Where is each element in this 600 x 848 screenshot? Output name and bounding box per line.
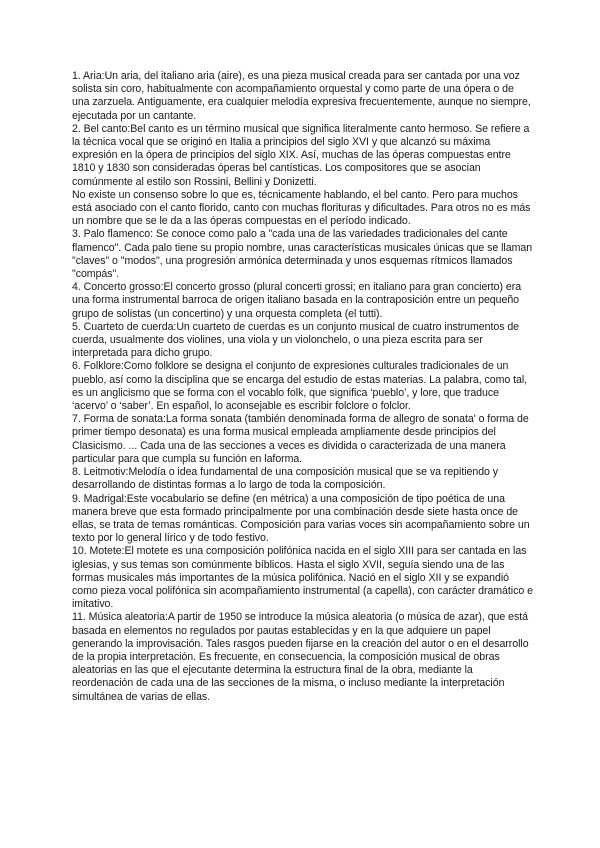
- paragraph-leitmotiv: 8. Leitmotiv:Melodía o idea fundamental de una composición musical que se va repitiendo y desarrollando de distintas formas a lo largo de toda la composición.: [72, 466, 499, 492]
- paragraph-aria: 1. Aria:Un aria, del italiano aria (aire), es una pieza musical creada para ser cantada por una voz solista sin coro, habitualmente con acompañamiento orquestal y como parte de una ópera o de una zarzuela. Antiguamente, era cualquier melodía expresiva frecuentemente, aunque no siempre, ejecutada por un cantante.: [72, 70, 531, 122]
- paragraph-bel-canto: 2. Bel canto:Bel canto es un término musical que significa literalmente canto hermoso. Se refiere a la técnica vocal que se originó en Italia a principios del siglo XVI y que alcanzó su máxima expresión en la ópera de principios del siglo XIX. Así, muchas de las óperas compuestas entre 1810 y 1830 son consideradas óperas bel cantísticas. Los compositores que se asocian comúnmente al estilo son Rossini, Bellini y Donizetti.: [72, 122, 530, 188]
- paragraph-palo-flamenco: 3. Palo flamenco: Se conoce como palo a "cada una de las variedades tradicionales del cante flamenco". Cada palo tiene su propio nombre, unas características musicales únicas que se llaman "claves" o "modos", una progresión armónica determinada y unos esquemas rítmicos llamados "compás".: [72, 228, 533, 281]
- paragraph-folklore: 6. Folklore:Como folklore se designa el conjunto de expresiones culturales tradicionales de un pueblo, así como la disciplina que se encarga del estudio de estas materias. La palabra, como tal, es un anglicismo que se forma con el vocablo folk, que significa ‘pueblo’, y lore, que traduce ‘acervo’ o ‘saber’. En español, lo aconsejable es escribir folclore o folclor.: [72, 360, 528, 413]
- paragraph-forma-de-sonata: 7. Forma de sonata:La forma sonata (también denominada forma de allegro de sonata' o forma de primer tiempo desonata) es una forma musical empleada ampliamente desde principios del Clasicismo. ... Cada una de las secciones a veces es dividida o caracterizada de una manera particular para que cumpla su función en laforma.: [72, 413, 529, 465]
- paragraph-motete: 10. Motete:El motete es una composición polifónica nacida en el siglo XIII para ser cantada en las iglesias, y sus temas son comúnmente bíblicos. Hasta el siglo XVII, seguía siendo una de las formas musicales más importantes de la música polifónica. Nació en el siglo XII y se expandió como pieza vocal polifónica sin acompañamiento instrumental (a capella), con carácter dramático e imitativo.: [72, 545, 533, 611]
- paragraph-musica-aleatoria: 11. Música aleatoria:A partir de 1950 se introduce la música aleatoria (o música de azar), que está basada en elementos no regulados por pautas establecidas y en la que adquiere un papel generando la improvisación. Tales rasgos pueden fijarse en la creación del autor o en el desarrollo de la propia interpretación. Es frecuente, en consecuencia, la composición musical de obras aleatorias en las que el ejecutante determina la estructura final de la obra, mediante la reordenación de cada una de las secciones de la misma, o incluso mediante la interpretación simultánea de varias de ellas.: [72, 611, 529, 703]
- document-page: [72, 70, 534, 704]
- paragraph-bel-canto-continued: No existe un consenso sobre lo que es, técnicamente hablando, el bel canto. Pero para muchos está asociado con el canto florido, canto con muchas florituras y dificultades. Para otros no es más un nombre que se le da a las óperas compuestas en el período indicado.: [72, 188, 531, 228]
- paragraph-madrigal: 9. Madrigal:Este vocabulario se define (en métrica) a una composición de tipo poética de una manera breve que esta formado principalmente por una combinación desde siete hasta once de ellas, se trata de temas románticas. Composición para varias voces sin acompañamiento sobre un texto por lo general lírico y de todo festivo.: [72, 492, 530, 545]
- paragraph-concerto-grosso: 4. Concerto grosso:El concerto grosso (plural concerti grossi; en italiano para gran concierto) era una forma instrumental barroca de origen italiano basada en la contraposición entre un pequeño grupo de solistas (un concertino) y una orquesta completa (el tutti).: [72, 281, 522, 320]
- paragraph-cuarteto-de-cuerda: 5. Cuarteto de cuerda:Un cuarteto de cuerdas es un conjunto musical de cuatro instrumentos de cuerda, usualmente dos violines, una viola y un violonchelo, o una pieza escrita para ser interpretada para dicho grupo.: [72, 320, 520, 360]
